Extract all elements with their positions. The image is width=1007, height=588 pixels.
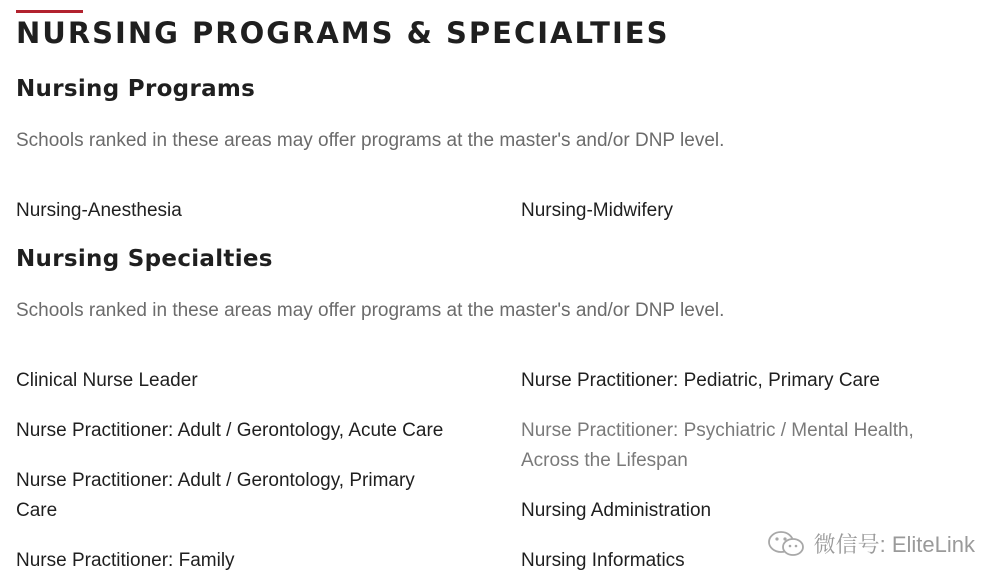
specialty-link-np-family[interactable]: Nurse Practitioner: Family xyxy=(16,550,235,571)
programs-heading: Nursing Programs xyxy=(16,76,256,102)
specialty-link-nursing-administration[interactable]: Nursing Administration xyxy=(521,500,712,521)
specialty-link-np-adult-acute[interactable]: Nurse Practitioner: Adult / Gerontology, Acute Care xyxy=(16,420,444,441)
specialty-link-np-pediatric[interactable]: Nurse Practitioner: Pediatric, Primary Care xyxy=(521,370,880,391)
program-link-midwifery[interactable]: Nursing-Midwifery xyxy=(521,200,674,221)
specialty-link-nursing-informatics[interactable]: Nursing Informatics xyxy=(521,550,685,571)
specialty-link-clinical-nurse-leader[interactable]: Clinical Nurse Leader xyxy=(16,370,198,391)
specialty-link-np-adult-primary[interactable]: Nurse Practitioner: Adult / Gerontology, Primary Care xyxy=(16,470,415,521)
specialties-heading: Nursing Specialties xyxy=(16,246,273,272)
title-accent-bar xyxy=(16,10,83,13)
watermark xyxy=(766,528,975,559)
program-link-anesthesia[interactable]: Nursing-Anesthesia xyxy=(16,200,182,221)
specialties-description: Schools ranked in these areas may offer programs at the master's and/or DNP level. xyxy=(16,300,725,321)
specialty-link-np-psychiatric[interactable]: Nurse Practitioner: Psychiatric / Mental Health, Across the Lifespan xyxy=(521,420,914,471)
programs-description: Schools ranked in these areas may offer programs at the master's and/or DNP level. xyxy=(16,130,725,151)
page-title: NURSING PROGRAMS & SPECIALTIES xyxy=(16,16,670,50)
watermark-text: 微信号: EliteLink xyxy=(813,532,975,557)
wechat-icon xyxy=(766,529,806,559)
